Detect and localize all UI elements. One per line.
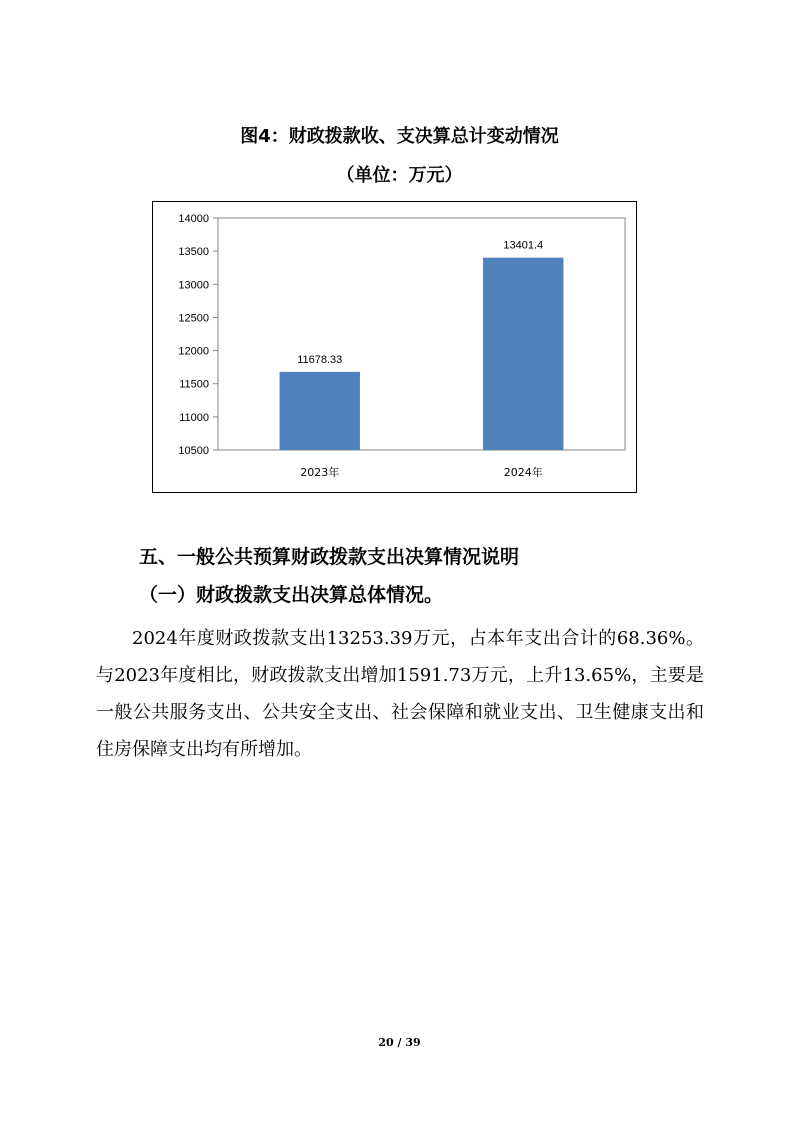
y-tick-label: 12000 <box>178 345 209 358</box>
y-tick-label: 13000 <box>178 279 209 292</box>
y-tick-label: 12500 <box>178 312 209 325</box>
figure-title: 图4：财政拨款收、支决算总计变动情况 <box>240 126 559 147</box>
plot-area <box>218 218 625 450</box>
figure-unit: （单位：万元） <box>336 165 463 186</box>
bar <box>483 258 563 450</box>
body-paragraph: 2024年度财政拨款支出13253.39万元，占本年支出合计的68.36%。与2023年度相比，财政拨款支出增加1591.73万元，上升13.65%，主要是一般公共服务支出、公共安全支出、社会保障和就业支出、卫生健康支出和住房保障支出均有所增加。 <box>96 628 704 760</box>
bar-chart <box>153 202 636 492</box>
y-tick-label: 11000 <box>179 411 209 424</box>
data-label: 11678.33 <box>297 353 343 366</box>
bar <box>280 372 360 450</box>
y-tick-label: 11500 <box>179 378 209 391</box>
x-tick-label: 2023年 <box>300 466 340 479</box>
body-text <box>96 620 704 768</box>
chart-frame <box>152 201 637 493</box>
y-tick-label: 14000 <box>178 213 209 225</box>
data-label: 13401.4 <box>503 239 544 252</box>
y-tick-label: 13500 <box>178 246 209 259</box>
page-number: 20 / 39 <box>378 1036 421 1049</box>
sub-heading: （一）财政拨款支出决算总体情况。 <box>139 584 444 606</box>
x-tick-label: 2024年 <box>503 466 543 479</box>
section-heading: 五、一般公共预算财政拨款支出决算情况说明 <box>139 546 520 568</box>
y-tick-label: 10500 <box>178 445 209 457</box>
